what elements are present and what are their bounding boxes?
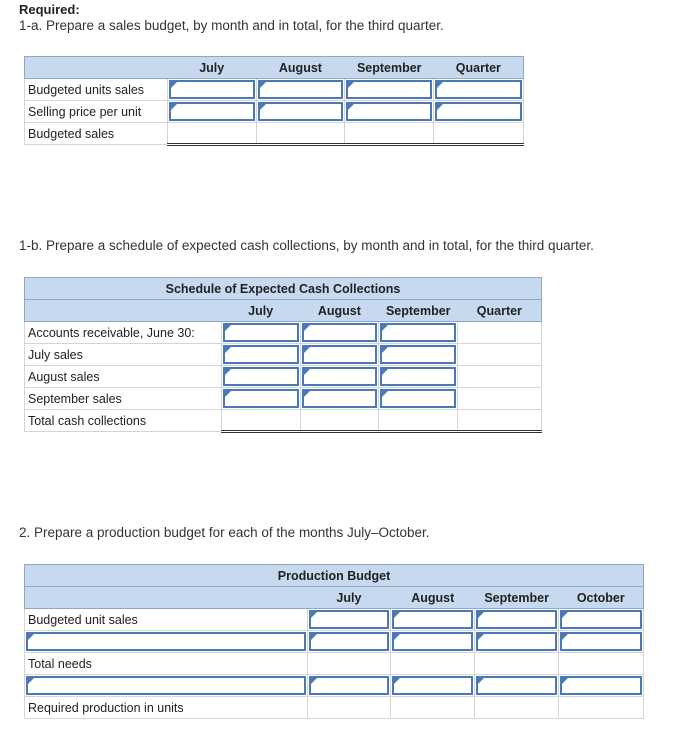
input-cell[interactable]: [167, 79, 256, 101]
col-header-september: September: [379, 300, 458, 322]
table-row: [25, 344, 542, 366]
row-label: Budgeted sales: [25, 123, 168, 145]
input-cell[interactable]: [300, 388, 379, 410]
input-cell[interactable]: [559, 675, 644, 697]
row-label-input[interactable]: [25, 631, 308, 653]
row-label: Total cash collections: [25, 410, 222, 432]
header-row: [25, 57, 524, 79]
input-cell[interactable]: [475, 675, 559, 697]
input-cell[interactable]: [221, 366, 300, 388]
empty-cell: [391, 697, 475, 719]
input-cell[interactable]: [434, 101, 524, 123]
total-cell: [256, 123, 345, 145]
header-row: [25, 587, 644, 609]
table-title: Production Budget: [25, 565, 644, 587]
col-header-august: August: [256, 57, 345, 79]
table-row: [25, 79, 524, 101]
input-cell[interactable]: [345, 79, 434, 101]
row-label: Budgeted units sales: [25, 79, 168, 101]
input-cell[interactable]: [307, 631, 391, 653]
input-cell[interactable]: [221, 344, 300, 366]
input-cell[interactable]: [307, 675, 391, 697]
col-header-quarter: Quarter: [434, 57, 524, 79]
input-cell[interactable]: [256, 101, 345, 123]
total-cell: [458, 410, 542, 432]
sales-budget-table: [24, 56, 524, 146]
input-cell[interactable]: [379, 344, 458, 366]
empty-cell: [458, 344, 542, 366]
header-blank: [25, 57, 168, 79]
row-label: Required production in units: [25, 697, 308, 719]
empty-cell: [307, 697, 391, 719]
empty-cell: [458, 322, 542, 344]
input-cell[interactable]: [559, 631, 644, 653]
table-row: [25, 123, 524, 145]
empty-cell: [458, 388, 542, 410]
input-cell[interactable]: [345, 101, 434, 123]
input-cell[interactable]: [559, 609, 644, 631]
input-cell[interactable]: [391, 631, 475, 653]
row-label: July sales: [25, 344, 222, 366]
prompt-1b: 1-b. Prepare a schedule of expected cash collections, by month and in total, for the third quarter.: [19, 238, 594, 253]
row-label: Budgeted unit sales: [25, 609, 308, 631]
input-cell[interactable]: [475, 631, 559, 653]
table-row: [25, 322, 542, 344]
input-cell[interactable]: [221, 322, 300, 344]
total-cell: [345, 123, 434, 145]
input-cell[interactable]: [391, 609, 475, 631]
table-row: [25, 631, 644, 653]
empty-cell: [458, 366, 542, 388]
table-row: [25, 101, 524, 123]
input-cell[interactable]: [300, 366, 379, 388]
total-cell: [221, 410, 300, 432]
row-label: Accounts receivable, June 30:: [25, 322, 222, 344]
row-label-input[interactable]: [25, 675, 308, 697]
col-header-quarter: Quarter: [458, 300, 542, 322]
input-cell[interactable]: [307, 609, 391, 631]
table-row: [25, 366, 542, 388]
col-header-september: September: [475, 587, 559, 609]
prompt-2: 2. Prepare a production budget for each of the months July–October.: [19, 525, 430, 540]
empty-cell: [475, 653, 559, 675]
empty-cell: [391, 653, 475, 675]
table-row: [25, 697, 644, 719]
total-cell: [167, 123, 256, 145]
col-header-august: August: [391, 587, 475, 609]
col-header-august: August: [300, 300, 379, 322]
empty-cell: [475, 697, 559, 719]
total-cell: [434, 123, 524, 145]
input-cell[interactable]: [256, 79, 345, 101]
empty-cell: [559, 653, 644, 675]
input-cell[interactable]: [434, 79, 524, 101]
row-label: Total needs: [25, 653, 308, 675]
input-cell[interactable]: [475, 609, 559, 631]
row-label: August sales: [25, 366, 222, 388]
table-row: [25, 410, 542, 432]
required-heading: Required:: [19, 2, 80, 17]
input-cell[interactable]: [379, 322, 458, 344]
cash-collections-table: [24, 277, 542, 433]
empty-cell: [559, 697, 644, 719]
row-label: Selling price per unit: [25, 101, 168, 123]
input-cell[interactable]: [300, 322, 379, 344]
table-row: [25, 609, 644, 631]
col-header-july: July: [307, 587, 391, 609]
col-header-july: July: [167, 57, 256, 79]
total-cell: [300, 410, 379, 432]
col-header-july: July: [221, 300, 300, 322]
input-cell[interactable]: [391, 675, 475, 697]
empty-cell: [307, 653, 391, 675]
table-title: Schedule of Expected Cash Collections: [25, 278, 542, 300]
header-row: [25, 300, 542, 322]
input-cell[interactable]: [379, 366, 458, 388]
input-cell[interactable]: [167, 101, 256, 123]
table-row: [25, 388, 542, 410]
input-cell[interactable]: [379, 388, 458, 410]
row-label: September sales: [25, 388, 222, 410]
header-blank: [25, 300, 222, 322]
header-blank: [25, 587, 308, 609]
col-header-september: September: [345, 57, 434, 79]
input-cell[interactable]: [300, 344, 379, 366]
table-row: [25, 653, 644, 675]
input-cell[interactable]: [221, 388, 300, 410]
production-budget-table: [24, 564, 644, 719]
table-row: [25, 675, 644, 697]
title-row: [25, 278, 542, 300]
col-header-october: October: [559, 587, 644, 609]
prompt-1a: 1-a. Prepare a sales budget, by month and in total, for the third quarter.: [19, 18, 444, 33]
total-cell: [379, 410, 458, 432]
title-row: [25, 565, 644, 587]
